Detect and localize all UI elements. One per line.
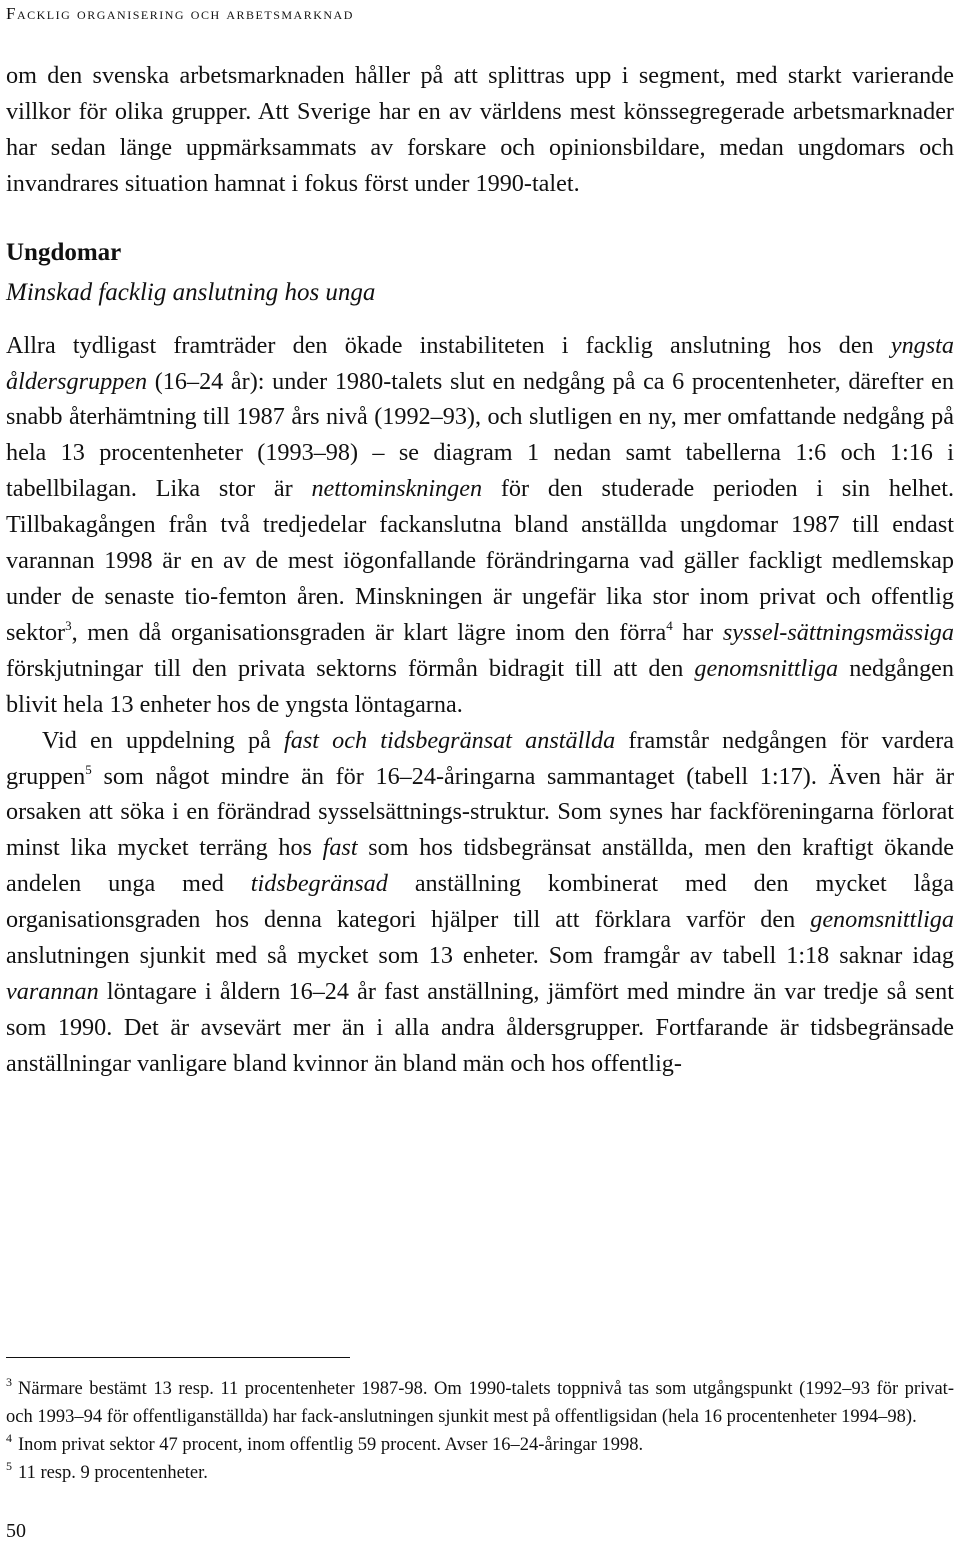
emphasis: syssel-sättningsmässiga	[722, 618, 954, 646]
emphasis: fast och tidsbegränsat anställda	[284, 726, 616, 754]
text-run: anslutningen sjunkit med så mycket som 13 enheter. Som framgår av tabell 1:18 saknar idag	[6, 942, 954, 970]
footnote-number: 5	[6, 1459, 12, 1473]
emphasis: nettominskningen	[311, 475, 483, 503]
body-text	[6, 58, 954, 1082]
text-run: Vid en uppdelning på	[42, 726, 285, 754]
footnote-text: 11 resp. 9 procentenheter.	[18, 1463, 208, 1483]
text-run: nedgången blivit hela 13 enheter hos de yngsta löntagarna.	[6, 654, 954, 718]
emphasis: tidsbegränsad	[250, 870, 388, 898]
footnote-number: 4	[6, 1431, 12, 1445]
emphasis: varannan	[6, 977, 99, 1005]
footnote-3	[6, 1375, 954, 1431]
intro-paragraph: om den svenska arbetsmarknaden håller på att splittras upp i segment, med starkt varierande villkor för olika grupper. Att Sverige har en av världens mest könssegregerade arbetsmarknader har sedan länge uppmärksammats av forskare och opinionsbildare, medan ungdomars och invandrares situation hamnat i fokus först under 1990-talet.	[6, 62, 954, 197]
paragraph-1	[6, 328, 954, 723]
text-run: , men då organisationsgraden är klart lägre inom den förra	[71, 618, 667, 646]
footnote-ref-5: 5	[85, 761, 92, 777]
footnote-text: Inom privat sektor 47 procent, inom offentlig 59 procent. Avser 16–24-åringar 1998.	[18, 1435, 644, 1455]
emphasis: fast	[322, 834, 358, 862]
text-run: som något mindre än för 16–24-åringarna sammantaget (tabell 1:17). Även här är orsaken att söka i en förändrad sysselsättnings-struktur. Som synes har fackföreningarna förlorat minst lika mycket terräng hos	[6, 762, 954, 862]
text-run: har	[672, 618, 723, 646]
emphasis: genomsnittliga	[810, 906, 954, 934]
text-run: framstår nedgången för vardera gruppen	[6, 726, 954, 790]
footnote-5	[6, 1459, 954, 1487]
text-run: förskjutningar till den privata sektorns förmån bidragit till att den	[6, 654, 695, 682]
paragraph-2	[6, 723, 954, 1082]
footnote-ref-4: 4	[666, 617, 673, 633]
text-run: Allra tydligast framträder den ökade instabiliteten i facklig anslutning hos den	[6, 331, 891, 359]
page-number: 50	[6, 1520, 26, 1542]
emphasis: yngsta åldersgruppen	[6, 331, 954, 395]
footnotes	[6, 1375, 954, 1487]
text-run: anställning kombinerat med den mycket låga organisationsgraden hos denna kategori hjälper till att förklara varför den	[6, 870, 954, 934]
text-run: för den studerade perioden i sin helhet. Tillbakagången från två tredjedelar fackanslutna bland anställda ungdomar 1987 till endast varannan 1998 är en av de mest iögonfallande förändringarna vad gäller fackligt medlemskap under de senaste tio-femton åren. Minskningen är ungefär lika stor inom privat och offentlig sektor	[6, 475, 954, 646]
subheading: Minskad facklig anslutning hos unga	[6, 278, 376, 306]
footnote-4	[6, 1431, 954, 1459]
text-run: som hos tidsbegränsat anställda, men den kraftigt ökande andelen unga med	[6, 834, 954, 898]
footnote-text: Närmare bestämt 13 resp. 11 procentenheter 1987-98. Om 1990-talets toppnivå tas som utgångspunkt (1992–93 för privat- och 1993–94 för offentliganställda) har fack-anslutningen sjunkit mest på offentligsidan (hela 16 procentenheter 1994–98).	[6, 1379, 954, 1427]
text-run: (16–24 år): under 1980-talets slut en nedgång på ca 6 procentenheter, därefter en snabb återhämtning till 1987 års nivå (1992–93), och slutligen en ny, mer omfattande nedgång på hela 13 procentenheter (1993–98) – se diagram 1 nedan samt tabellerna 1:6 och 1:16 i tabellbilagan. Lika stor är	[6, 367, 954, 503]
text-run: löntagare i åldern 16–24 år fast anställning, jämfört med mindre än var tredje så sent som 1990. Det är avsevärt mer än i alla andra åldersgrupper. Fortfarande är tidsbegränsade anställningar vanligare bland kvinnor än bland män och hos offentlig-	[6, 977, 954, 1077]
footnote-number: 3	[6, 1375, 12, 1389]
footnote-ref-3: 3	[65, 617, 72, 633]
section-heading: Ungdomar	[6, 238, 122, 266]
footnote-divider	[6, 1357, 350, 1358]
running-head: Facklig organisering och arbetsmarknad	[6, 4, 354, 23]
emphasis: genomsnittliga	[694, 654, 839, 682]
